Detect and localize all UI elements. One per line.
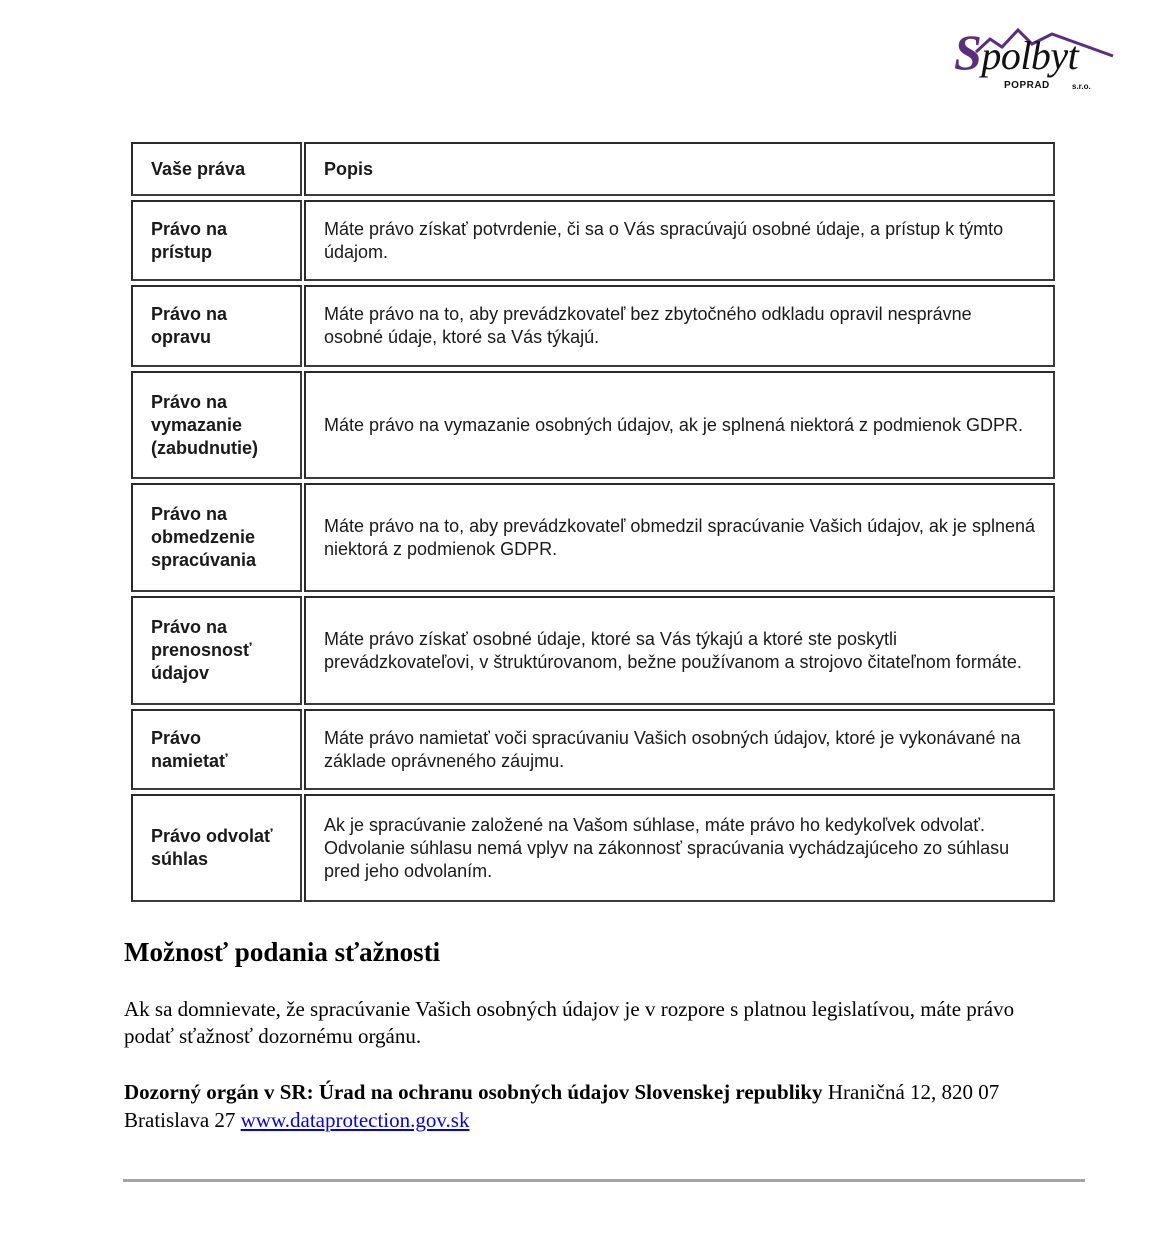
authority-website-link[interactable]: www.dataprotection.gov.sk [240, 1108, 470, 1132]
right-description: Máte právo namietať voči spracúvaniu Vašich osobných údajov, ktoré je vykonávané na základe oprávneného záujmu. [304, 709, 1055, 790]
table-row [131, 371, 1055, 479]
rights-table [129, 138, 1057, 906]
right-name: Právo na prístup [131, 200, 302, 281]
company-logo [948, 22, 1116, 100]
right-name: Právo na prenosnosť údajov [131, 596, 302, 705]
complaint-heading: Možnosť podania sťažnosti [124, 937, 441, 967]
right-description: Máte právo získať osobné údaje, ktoré sa Vás týkajú a ktoré ste poskytli prevádzkovateľovi, v štruktúrovanom, bežne používanom a strojovo čitateľnom formáte. [304, 596, 1055, 705]
logo-legal-form: s.r.o. [1072, 82, 1091, 91]
right-description: Máte právo na to, aby prevádzkovateľ bez zbytočného odkladu opravil nesprávne osobné údaje, ktoré sa Vás týkajú. [304, 285, 1055, 367]
authority-address: Hraničná 12, 820 07 Bratislava 27 [124, 1080, 1000, 1132]
header-rights: Vaše práva [131, 142, 302, 196]
table-row [131, 709, 1055, 790]
table-row [131, 483, 1055, 592]
right-name: Právo odvolať súhlas [131, 794, 302, 902]
header-description: Popis [304, 142, 1055, 196]
right-description: Ak je spracúvanie založené na Vašom súhlase, máte právo ho kedykoľvek odvolať. Odvolanie súhlasu nemá vplyv na zákonnosť spracúvania vychádzajúceho zo súhlasu pred jeho odvolaním. [304, 794, 1055, 902]
right-name: Právo na opravu [131, 285, 302, 367]
logo-city: POPRAD [1004, 80, 1050, 91]
logo-initial: S [954, 24, 982, 80]
authority-name: Dozorný orgán v SR: Úrad na ochranu osobných údajov Slovenskej republiky [124, 1080, 823, 1104]
table-row [131, 794, 1055, 902]
right-name: Právo namietať [131, 709, 302, 790]
right-name: Právo na vymazanie (zabudnutie) [131, 371, 302, 479]
authority-paragraph [124, 1078, 1034, 1134]
logo-name: polbyt [981, 33, 1079, 78]
right-name: Právo na obmedzenie spracúvania [131, 483, 302, 592]
table-row [131, 200, 1055, 281]
table-header-row [131, 142, 1055, 196]
right-description: Máte právo na vymazanie osobných údajov, ak je splnená niektorá z podmienok GDPR. [304, 371, 1055, 479]
table-row [131, 285, 1055, 367]
table-row [131, 596, 1055, 705]
logo-wordmark [954, 24, 1079, 80]
footer-divider [123, 1179, 1085, 1182]
complaint-paragraph: Ak sa domnievate, že spracúvanie Vašich osobných údajov je v rozpore s platnou legislatívou, máte právo podať sťažnosť dozornému orgánu. [124, 997, 1015, 1048]
right-description: Máte právo získať potvrdenie, či sa o Vás spracúvajú osobné údaje, a prístup k týmto údajom. [304, 200, 1055, 281]
right-description: Máte právo na to, aby prevádzkovateľ obmedzil spracúvanie Vašich údajov, ak je splnená niektorá z podmienok GDPR. [304, 483, 1055, 592]
